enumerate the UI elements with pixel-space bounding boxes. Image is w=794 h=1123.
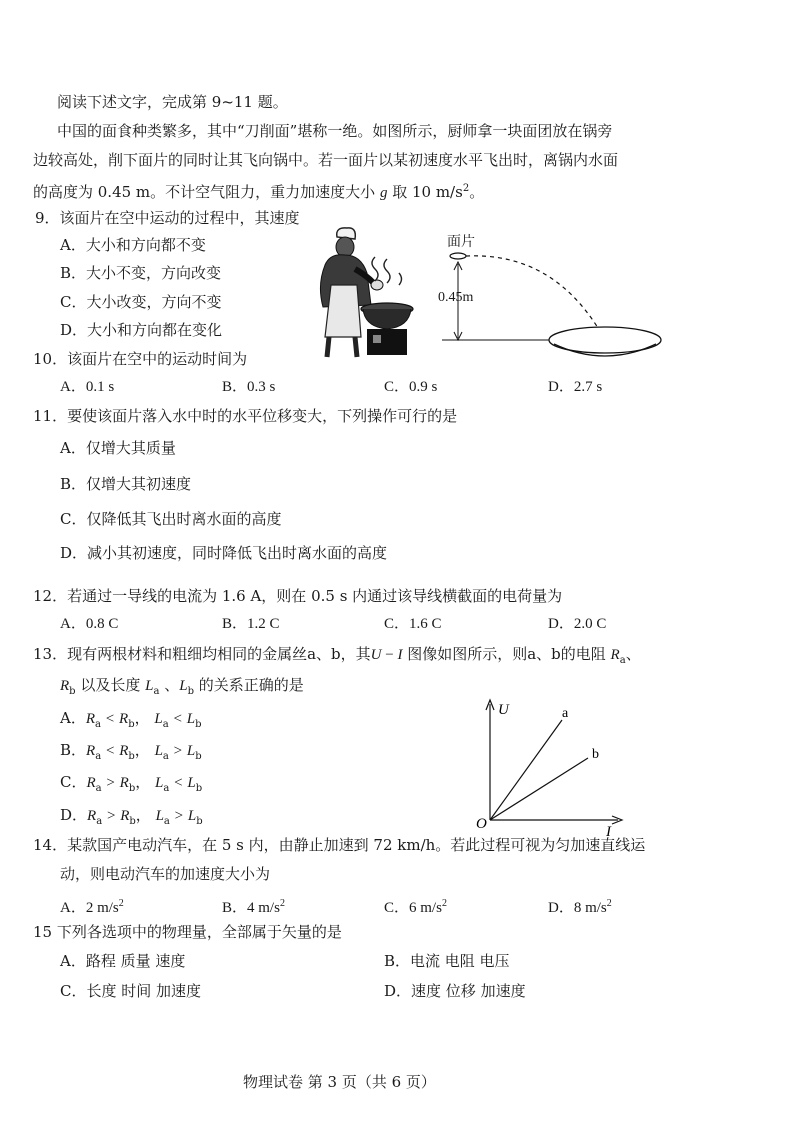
q13-option-d[interactable]: D．$R_a > R_b$， $L_a > L_b$ [60,806,203,827]
q13-option-b[interactable]: B．$R_a < R_b$， $L_a > L_b$ [60,741,202,762]
page-footer: 物理试卷 第 3 页（共 6 页） [243,1073,436,1091]
intro-line-4: 的高度为 0.45 m。不计空气阻力，重力加速度大小 g 取 10 $m/s^2$。 [33,183,485,201]
line-b [490,758,588,820]
q15-option-d[interactable]: D．速度 位移 加速度 [384,982,526,1000]
q10-option-d[interactable]: D．2.7 s [548,379,603,395]
q12-option-d[interactable]: D．2.0 C [548,616,607,632]
q13-option-a[interactable]: A．$R_a < R_b$， $L_a < L_b$ [60,709,202,730]
q11-option-d[interactable]: D．减小其初速度，同时降低飞出时离水面的高度 [60,544,388,562]
q12-option-a[interactable]: A．0.8 C [60,616,119,632]
q12-stem: 12．若通过一导线的电流为 1.6 A，则在 0.5 s 内通过该导线横截面的电荷量为 [33,587,563,605]
q9-option-b[interactable]: B．大小不变，方向改变 [60,264,222,282]
q15-option-a[interactable]: A．路程 质量 速度 [60,952,186,970]
q14-option-c[interactable]: C．6 $m/s^2$ [384,898,447,916]
q10-option-a[interactable]: A．0.1 s [60,379,115,395]
q14-stem-line-1: 14．某款国产电动汽车，在 5 s 内，由静止加速到 72 km/h。若此过程可视为匀加速直线运 [33,836,646,854]
line-a-label: a [562,706,569,721]
q10-option-c[interactable]: C．0.9 s [384,379,438,395]
figure1-label-dough: 面片 [447,234,475,250]
q9-option-d[interactable]: D．大小和方向都在变化 [60,321,223,339]
ui-graph [470,698,630,838]
figure1-label-height: 0.45m [438,290,474,305]
line-b-label: b [592,747,599,762]
q11-option-b[interactable]: B．仅增大其初速度 [60,475,192,493]
q15-option-c[interactable]: C．长度 时间 加速度 [60,982,202,1000]
q9-stem: 9．该面片在空中运动的过程中，其速度 [35,209,300,227]
intro-line-3: 边较高处，削下面片的同时让其飞向锅中。若一面片以某初速度水平飞出时，离锅内水面 [33,151,619,169]
chef-illustration [295,225,415,361]
q13-stem-line-1: 13．现有两根材料和粗细均相同的金属丝a、b，其U − I 图像如图所示，则a、b的电阻 $R_a$、 [33,645,641,666]
q12-option-c[interactable]: C．1.6 C [384,616,442,632]
axis-u-label: U [498,702,509,718]
q11-option-a[interactable]: A．仅增大其质量 [60,439,176,457]
intro-line-2: 中国的面食种类繁多，其中“刀削面”堪称一绝。如图所示，厨师拿一块面团放在锅旁 [57,122,613,140]
q12-option-b[interactable]: B．1.2 C [222,616,280,632]
q11-option-c[interactable]: C．仅降低其飞出时离水面的高度 [60,510,282,528]
line-a [490,720,562,820]
intro-line-1: 阅读下述文字，完成第 9~11 题。 [57,93,288,111]
q14-option-d[interactable]: D．8 $m/s^2$ [548,898,612,916]
q11-stem: 11．要使该面片落入水中时的水平位移变大，下列操作可行的是 [33,407,458,425]
q10-stem: 10．该面片在空中的运动时间为 [33,350,248,368]
q9-option-a[interactable]: A．大小和方向都不变 [60,236,206,254]
q9-option-c[interactable]: C．大小改变，方向不变 [60,293,222,311]
axis-i-label: I [606,824,611,838]
q10-option-b[interactable]: B．0.3 s [222,379,276,395]
q14-option-a[interactable]: A．2 $m/s^2$ [60,898,124,916]
q15-option-b[interactable]: B．电流 电阻 电压 [384,952,510,970]
q15-stem: 15 下列各选项中的物理量，全部属于矢量的是 [33,923,342,941]
q13-option-c[interactable]: C．$R_a > R_b$， $L_a < L_b$ [60,773,203,794]
q14-option-b[interactable]: B．4 $m/s^2$ [222,898,285,916]
origin-label: O [476,816,487,832]
q14-stem-line-2: 动，则电动汽车的加速度大小为 [60,865,271,883]
q13-stem-line-2: $R_b$ 以及长度 $L_a$ 、$L_b$ 的关系正确的是 [60,676,304,697]
